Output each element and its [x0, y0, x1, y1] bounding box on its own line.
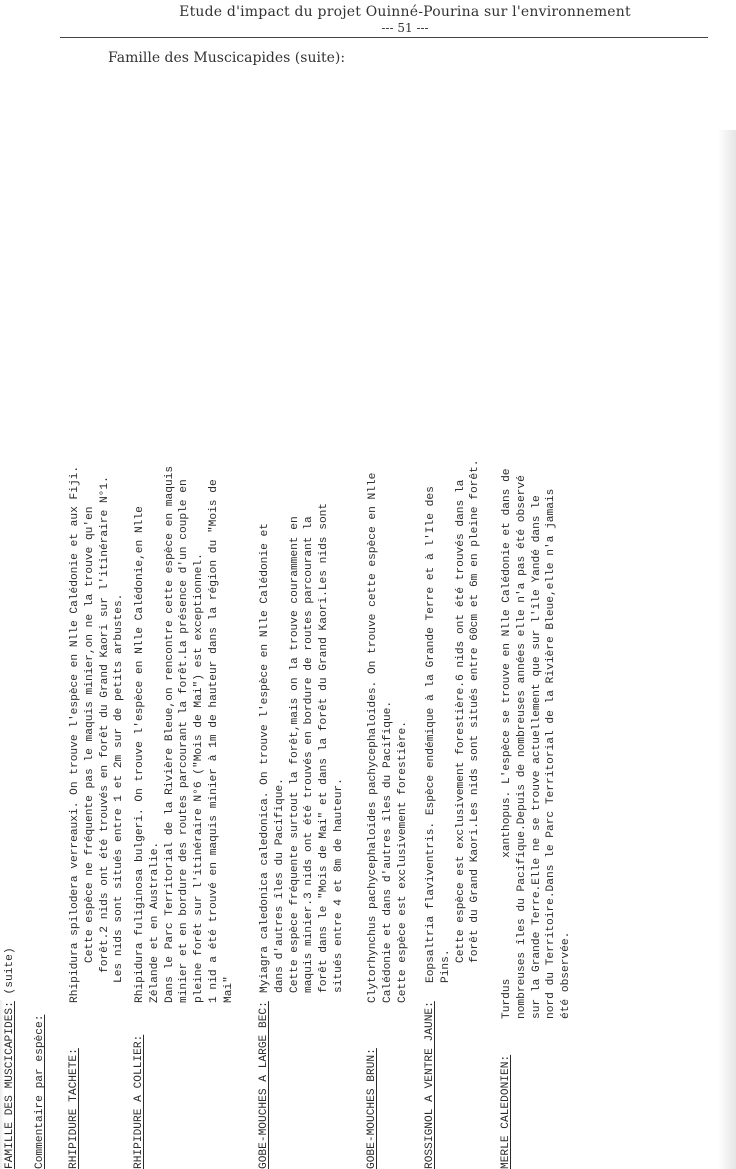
- text-line: Les nids sont situés entre 1 et 2m sur de petits arbustes.: [113, 593, 126, 983]
- species-text: [258, 81, 347, 993]
- species-name: ROSSIGNOL A VENTRE JAUNE:: [424, 1001, 436, 1169]
- header-divider: [60, 37, 708, 38]
- rotated-text-block: [0, 89, 676, 1169]
- species-text: [133, 91, 237, 1003]
- text-line: minier et en bordure des routes parcourant la forêt.La présence d'un couple en: [178, 479, 191, 1003]
- text-line: Cette espèce ne fréquente pas le maquis minier,on ne la trouve qu'en: [83, 506, 96, 963]
- text-line: forêt du Grand Kaori.Les nids sont situés entre 60cm et 6m en pleine forêt.: [469, 459, 482, 963]
- species-text: [424, 71, 483, 983]
- document-title: Etude d'impact du projet Ouinné-Pourina sur l'environnement: [179, 4, 631, 20]
- text-line: sur la Grande Terre.Elle ne se trouve actuellement que sur l'île Yandé dans le: [530, 495, 543, 1019]
- species-text: [500, 107, 574, 1019]
- species-name: GOBE-MOUCHES BRUN:: [366, 1048, 378, 1169]
- species-comment-heading: Commentaire par espèce:: [34, 1014, 46, 1169]
- text-line: Cette espèce est exclusivement forestière.: [396, 721, 409, 1003]
- text-line: nord du Territoire.Dans le Parc Territorial de la Rivière Bleue,elle n'a jamais: [545, 488, 558, 1019]
- text-line: Clytorhynchus pachycephaloides pachycephaloides. On trouve cette espèce en Nlle: [367, 472, 379, 1003]
- text-line: Eopsaltria flaviventris. Espèce endémique à la Grande Terre et à l'Ile des: [425, 486, 437, 983]
- species-text: [68, 91, 127, 1003]
- text-line: situés entre 4 et 8m de hauteur.: [332, 778, 345, 993]
- text-line: Dans le Parc Territorial de la Rivière Bleue,on rencontre cette espèce en maquis: [163, 465, 176, 1003]
- page-number: --- 51 ---: [381, 21, 429, 35]
- text-line: Turdus xanthopus. L'espèce se trouve en Nlle Calédonie et dans de: [501, 468, 513, 1019]
- family-heading-label: FAMILLE DES MUSCICAPIDES:: [4, 1001, 16, 1169]
- text-line: Cette espèce est exclusivement forestière.6 nids ont été trouvés dans la: [454, 479, 467, 963]
- text-line: Rhipidura spilodera verreauxi. On trouve l'espèce en Nlle Calédonie et aux Fiji.: [69, 465, 81, 1003]
- text-line: Zélande et en Australie.: [148, 841, 161, 1003]
- species-name: RHIPIDURE TACHETE:: [68, 1048, 80, 1169]
- scan-left-edge: [0, 1000, 4, 1169]
- text-line: Pins.: [439, 949, 452, 983]
- text-line: Cette espèce fréquente surtout la forêt,mais on la trouve couramment en: [288, 516, 301, 993]
- species-name: GOBE-MOUCHES A LARGE BEC:: [258, 1001, 270, 1169]
- text-line: nombreuses îles du Pacifique.Depuis de nombreuses années elle n'a pas été observé: [515, 475, 528, 1019]
- species-text: [366, 91, 410, 1003]
- text-line: été observée.: [560, 931, 573, 1019]
- text-line: dans d'autres îles du Pacifique.: [273, 778, 286, 993]
- text-line: maquis minier.3 nids ont été trouvés en bordure de routes parcourant la: [303, 516, 316, 993]
- text-line: Calédonie et dans d'autres îles du Pacifique.: [381, 700, 394, 1003]
- scan-edge-shadow: [718, 130, 736, 1169]
- section-title: Famille des Muscicapides (suite):: [108, 50, 346, 66]
- text-line: pleine forêt sur l'itinéraire N°6 ("Mois de Mai") est exceptionnel.: [193, 553, 206, 1003]
- text-line: 1 nid a été trouvé en maquis minier à 1m de hauteur dans la région du "Mois de: [207, 479, 220, 1003]
- family-heading-suffix: (suite): [4, 947, 16, 1002]
- text-line: forêt.2 nids ont été trouvés en forêt du Grand Kaori sur l'itinéraire N°1.: [98, 476, 111, 973]
- text-line: Mai": [222, 976, 235, 1003]
- family-heading: [4, 947, 16, 1169]
- species-name: MERLE CALEDONIEN:: [500, 1054, 512, 1169]
- text-line: Myiagra caledonica caledonica. On trouve l'espèce en Nlle Calédonie et: [259, 523, 271, 993]
- text-line: forêt dans le "Mois de Mai" et dans la forêt du Grand Kaori.Les nids sont: [318, 502, 331, 993]
- text-line: Rhipidura fuliginosa bulgeri. On trouve l'espèce en Nlle Calédonie,en Nlle: [134, 506, 146, 1003]
- species-name: RHIPIDURE A COLLIER:: [133, 1034, 145, 1169]
